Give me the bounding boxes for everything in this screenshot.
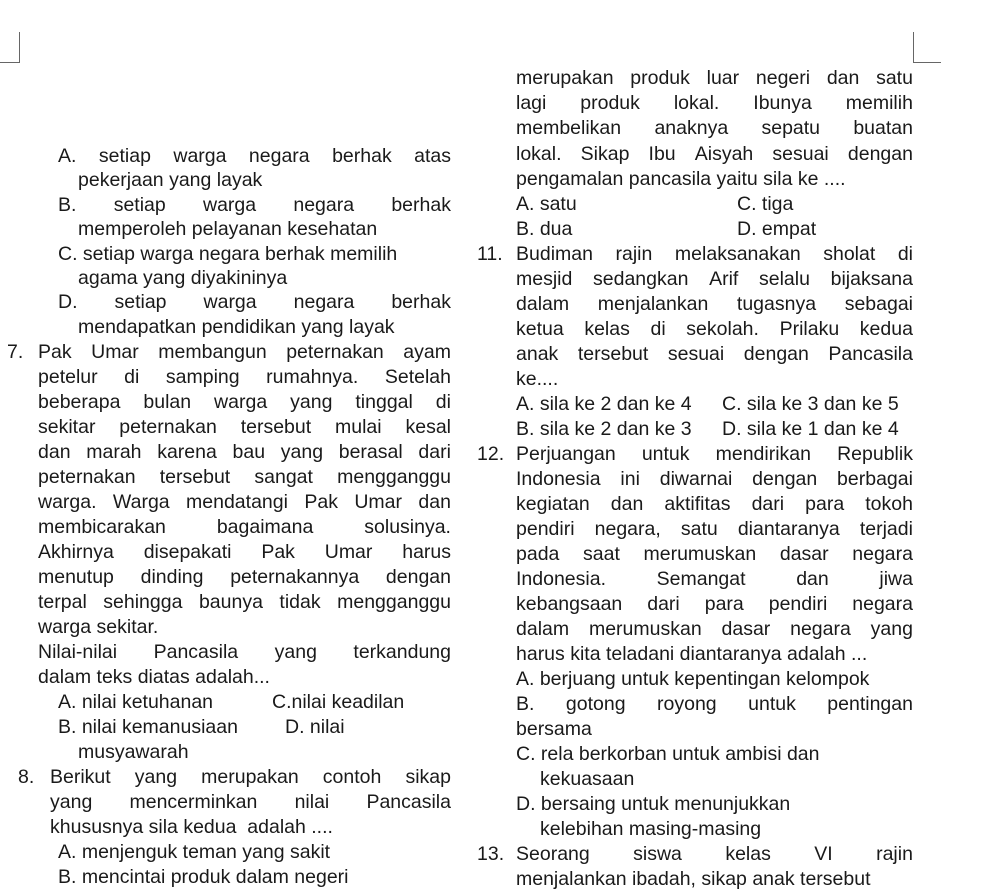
q11-option-b: B. sila ke 2 dan ke 3 [516, 418, 692, 440]
q7-number: 7. [7, 341, 24, 363]
q12-option-a: A. berjuang untuk kepentingan kelompok [516, 668, 870, 690]
q6-option-c-line2: agama yang diyakininya [78, 267, 288, 289]
q6-option-b-line1: B. setiap warga negara berhak [58, 194, 451, 216]
crop-mark-left-horizontal [0, 62, 20, 63]
q11-option-d: D. sila ke 1 dan ke 4 [722, 418, 899, 440]
q12-line-2: Indonesia ini diwarnai dengan berbagai [516, 468, 913, 490]
q8-line-2: yang mencerminkan nilai Pancasila [50, 791, 451, 813]
q11-line-4: ketua kelas di sekolah. Prilaku kedua [516, 318, 913, 340]
q8-line-1: Berikut yang merupakan contoh sikap [50, 766, 451, 788]
crop-mark-right-horizontal [913, 62, 941, 63]
q6-option-d-line2: mendapatkan pendidikan yang layak [78, 316, 395, 338]
q7-line-2: petelur di samping rumahnya. Setelah [38, 366, 451, 388]
q10-line-5: pengamalan pancasila yaitu sila ke .... [516, 168, 846, 190]
q10-option-a: A. satu [516, 193, 577, 215]
q7-line-6: peternakan tersebut sangat mengganggu [38, 466, 451, 488]
q7-line-9: Akhirnya disepakati Pak Umar harus [38, 541, 451, 563]
q12-line-8: dalam merumuskan dasar negara yang [516, 618, 913, 640]
q7-line-3: beberapa bulan warga yang tinggal di [38, 391, 451, 413]
q7-option-a: A. nilai ketuhanan [58, 691, 214, 713]
q11-line-5: anak tersebut sesuai dengan Pancasila [516, 343, 913, 365]
q12-line-6: Indonesia. Semangat dan jiwa [516, 568, 913, 590]
q8-option-b: B. mencintai produk dalam negeri [58, 866, 349, 888]
q12-number: 12. [477, 443, 505, 465]
q6-option-b-line2: memperoleh pelayanan kesehatan [78, 218, 378, 240]
q11-option-a: A. sila ke 2 dan ke 4 [516, 393, 692, 415]
q7-option-d: D. nilai [285, 716, 345, 738]
q12-line-5: pada saat merumuskan dasar negara [516, 543, 913, 565]
q7-line-1: Pak Umar membangun peternakan ayam [38, 341, 451, 363]
q10-line-1: merupakan produk luar negeri dan satu [516, 67, 913, 89]
q11-option-c: C. sila ke 3 dan ke 5 [722, 393, 899, 415]
q7-line-8: membicarakan bagaimana solusinya. [38, 516, 451, 538]
q6-option-c-line1: C. setiap warga negara berhak memilih [58, 243, 398, 265]
q7-line-12: warga sekitar. [38, 616, 159, 638]
q12-option-d-line2: kelebihan masing-masing [540, 818, 762, 840]
q7-line-11: terpal sehingga baunya tidak mengganggu [38, 591, 451, 613]
q12-option-b-line2: bersama [516, 718, 592, 740]
q12-option-b-line1: B. gotong royong untuk pentingan [516, 693, 913, 715]
q6-option-d-line1: D. setiap warga negara berhak [58, 291, 451, 313]
q7-line-10: menutup dinding peternakannya dengan [38, 566, 451, 588]
q12-option-c-line2: kekuasaan [540, 768, 635, 790]
q7-prompt-line2: dalam teks diatas adalah... [38, 666, 270, 688]
q13-line-2: menjalankan ibadah, sikap anak tersebut [516, 868, 871, 890]
q10-line-3: membelikan anaknya sepatu buatan [516, 117, 913, 139]
q11-line-1: Budiman rajin melaksanakan sholat di [516, 243, 913, 265]
q6-option-a-line2: pekerjaan yang layak [78, 169, 263, 191]
q10-option-b: B. dua [516, 218, 573, 240]
q12-line-9: harus kita teladani diantaranya adalah ... [516, 643, 868, 665]
q7-option-d-cont: musyawarah [78, 741, 189, 763]
q7-line-7: warga. Warga mendatangi Pak Umar dan [38, 491, 451, 513]
q12-line-4: pendiri negara, satu diantaranya terjadi [516, 518, 913, 540]
q8-number: 8. [18, 766, 35, 788]
q12-option-c-line1: C. rela berkorban untuk ambisi dan [516, 743, 820, 765]
q12-line-3: kegiatan dan aktifitas dari para tokoh [516, 493, 913, 515]
q11-number: 11. [477, 243, 503, 265]
q13-number: 13. [477, 843, 505, 865]
q12-line-7: kebangsaan dari para pendiri negara [516, 593, 913, 615]
q11-line-3: dalam menjalankan tugasnya sebagai [516, 293, 913, 315]
q11-line-2: mesjid sedangkan Arif selalu bijaksana [516, 268, 913, 290]
q10-option-d: D. empat [737, 218, 817, 240]
q7-option-b: B. nilai kemanusiaan [58, 716, 238, 738]
q12-option-d-line1: D. bersaing untuk menunjukkan [516, 793, 791, 815]
q8-line-3: khususnya sila kedua adalah .... [50, 816, 333, 838]
q7-prompt-line1: Nilai-nilai Pancasila yang terkandung [38, 641, 451, 663]
crop-mark-left-vertical [19, 32, 20, 62]
q8-option-a: A. menjenguk teman yang sakit [58, 841, 331, 863]
q10-line-2: lagi produk lokal. Ibunya memilih [516, 92, 913, 114]
q13-line-1: Seorang siswa kelas VI rajin [516, 843, 913, 865]
q7-line-4: sekitar peternakan tersebut mulai kesal [38, 416, 451, 438]
q12-line-1: Perjuangan untuk mendirikan Republik [516, 443, 913, 465]
q7-option-c: C.nilai keadilan [272, 691, 405, 713]
q11-line-6: ke.... [516, 368, 559, 390]
q7-line-5: dan marah karena bau yang berasal dari [38, 441, 451, 463]
q10-line-4: lokal. Sikap Ibu Aisyah sesuai dengan [516, 143, 913, 165]
crop-mark-right-vertical [913, 32, 914, 63]
q10-option-c: C. tiga [737, 193, 794, 215]
q6-option-a-line1: A. setiap warga negara berhak atas [58, 145, 451, 167]
